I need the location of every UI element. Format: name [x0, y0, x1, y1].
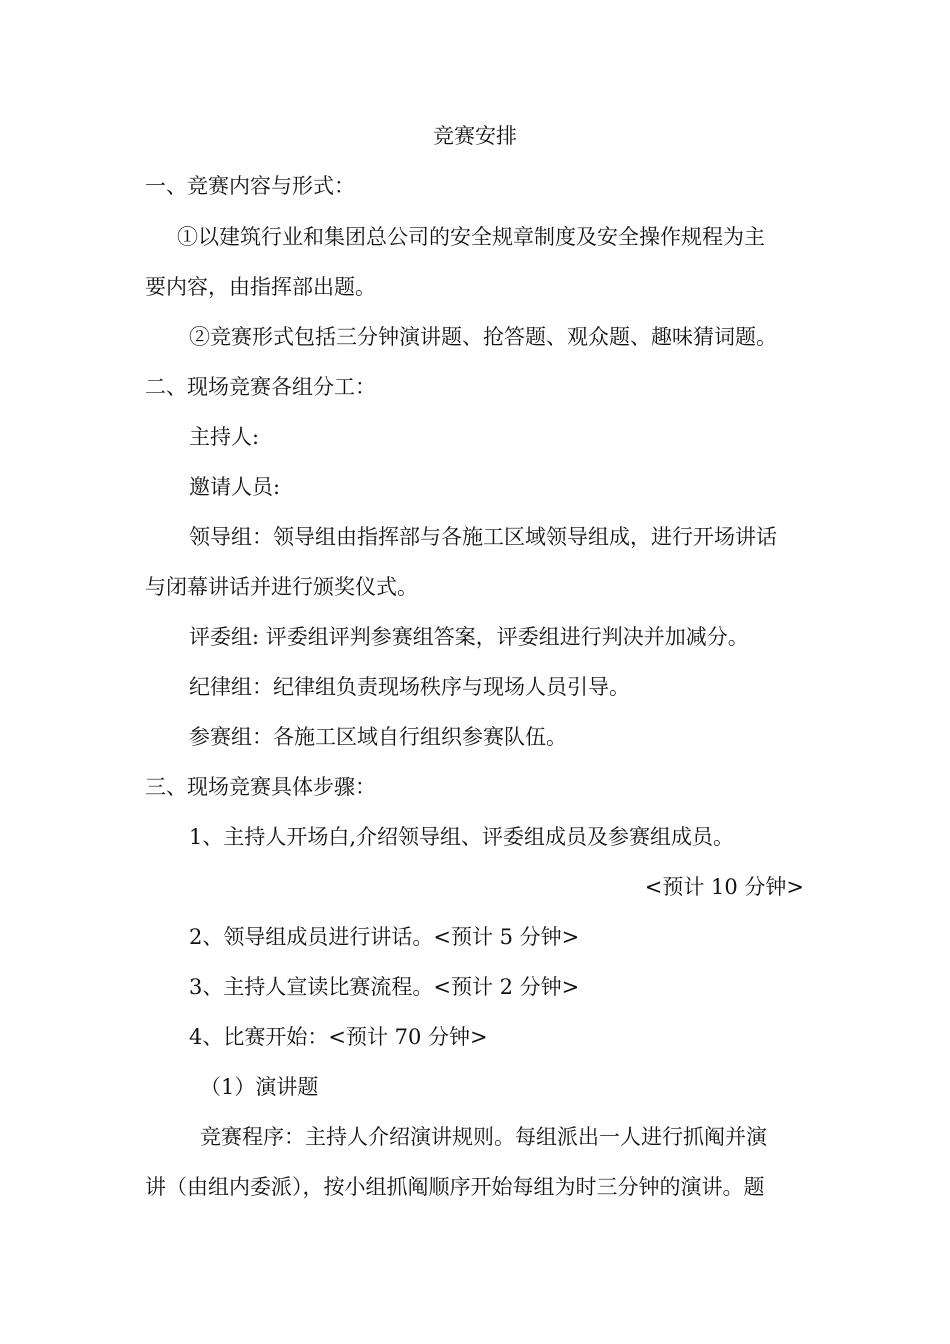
paragraph-line: 1、主持人开场白,介绍领导组、评委组成员及参赛组成员。 — [189, 825, 735, 849]
paragraph-line: ②竞赛形式包括三分钟演讲题、抢答题、观众题、趣味猜词题。 — [189, 325, 777, 349]
page-title: 竞赛安排 — [433, 124, 517, 148]
paragraph-line: 要内容，由指挥部出题。 — [145, 275, 376, 299]
paragraph-line: 竞赛程序：主持人介绍演讲规则。每组派出一人进行抓阄并演 — [200, 1125, 767, 1149]
paragraph-line: 与闭幕讲话并进行颁奖仪式。 — [145, 575, 418, 599]
paragraph-line: 2、领导组成员进行讲话。<预计 5 分钟> — [189, 925, 580, 949]
paragraph-line: ①以建筑行业和集团总公司的安全规章制度及安全操作规程为主 — [177, 225, 765, 249]
paragraph-line: 纪律组：纪律组负责现场秩序与现场人员引导。 — [189, 675, 630, 699]
section-heading-3: 三、现场竞赛具体步骤： — [145, 775, 376, 799]
paragraph-line: 参赛组：各施工区域自行组织参赛队伍。 — [189, 725, 567, 749]
paragraph-line: 3、主持人宣读比赛流程。<预计 2 分钟> — [189, 975, 580, 999]
paragraph-line: （1）演讲题 — [200, 1075, 319, 1099]
paragraph-line: <预计 10 分钟> — [644, 875, 804, 899]
paragraph-line: 评委组: 评委组评判参赛组答案，评委组进行判决并加减分。 — [189, 625, 749, 649]
section-heading-2: 二、现场竞赛各组分工： — [145, 375, 376, 399]
paragraph-line: 4、比赛开始：<预计 70 分钟> — [189, 1025, 488, 1049]
paragraph-line: 领导组：领导组由指挥部与各施工区域领导组成，进行开场讲话 — [189, 525, 777, 549]
section-heading-1: 一、竞赛内容与形式： — [145, 174, 355, 198]
paragraph-line: 邀请人员: — [189, 475, 281, 499]
paragraph-line: 主持人: — [189, 425, 260, 449]
paragraph-line: 讲（由组内委派），按小组抓阄顺序开始每组为时三分钟的演讲。题 — [145, 1175, 765, 1199]
